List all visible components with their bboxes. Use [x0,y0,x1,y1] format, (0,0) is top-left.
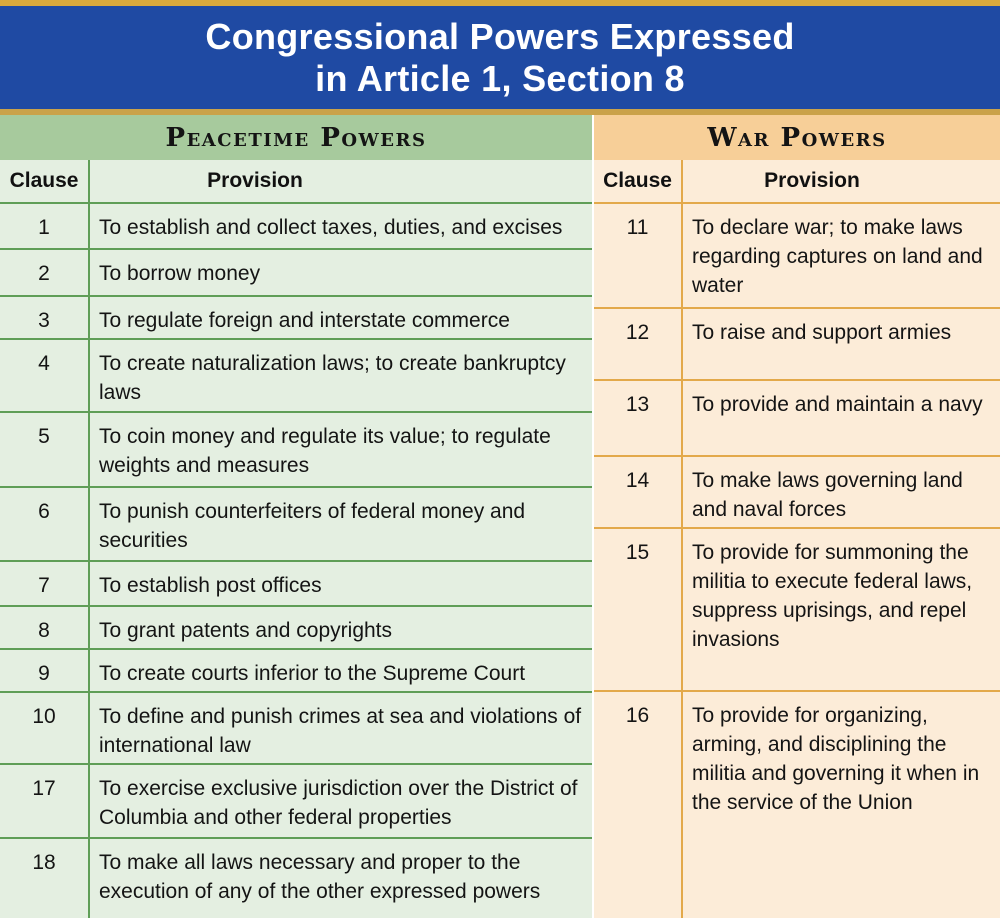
clause-number: 12 [625,321,650,344]
clause-number: 5 [38,425,50,448]
provision-text: To provide for organizing, arming, and disciplining the militia and governing it when in the service of the Union [692,704,980,814]
peacetime-clause-header: Clause [9,169,79,192]
war-provision-header: Provision [764,169,860,192]
clause-number: 14 [625,469,650,492]
clause-number: 3 [38,309,50,332]
clause-number: 2 [38,262,50,285]
table-row [0,691,592,765]
clause-number: 16 [625,704,650,727]
table-row [0,248,592,297]
provision-text: To regulate foreign and interstate commerce [99,309,510,332]
provision-text: To coin money and regulate its value; to regulate weights and measures [99,425,551,477]
clause-number: 18 [32,851,56,874]
table-row [594,527,1000,692]
provision-text: To make all laws necessary and proper to the execution of any of the other expressed powers [99,851,541,903]
table-row [0,605,592,650]
table-row [594,455,1000,529]
table-row [0,648,592,693]
provision-text: To define and punish crimes at sea and violations of international law [99,705,582,757]
clause-number: 9 [38,662,50,685]
war-clause-header: Clause [603,169,672,192]
provision-text: To exercise exclusive jurisdiction over the District of Columbia and other federal properties [99,777,578,829]
title-line-1: Congressional Powers Expressed [205,15,795,57]
title-banner [0,6,1000,109]
table-row [0,338,592,413]
provision-text: To provide for summoning the militia to execute federal laws, suppress uprisings, and repel invasions [692,541,973,651]
provision-text: To declare war; to make laws regarding captures on land and water [692,216,983,297]
clause-number: 7 [38,574,50,597]
war-heading: War Powers [594,115,1000,160]
clause-number: 10 [32,705,56,728]
table-row [0,486,592,562]
provision-text: To raise and support armies [692,321,952,344]
provision-text: To grant patents and copyrights [99,619,393,642]
provision-text: To punish counterfeiters of federal money and securities [99,500,526,552]
table-row [0,202,592,250]
peacetime-heading: Peacetime Powers [0,115,592,160]
table-row [594,379,1000,457]
clause-number: 11 [626,216,649,239]
title-line-2: in Article 1, Section 8 [315,57,685,99]
clause-number: 1 [38,216,50,239]
clause-number: 13 [625,393,650,416]
provision-text: To make laws governing land and naval forces [692,469,963,521]
table-row [0,295,592,340]
provision-text: To borrow money [99,262,261,285]
provision-text: To provide and maintain a navy [692,393,983,416]
clause-number: 4 [38,352,50,375]
peacetime-provision-header: Provision [207,169,303,192]
clause-number: 8 [38,619,50,642]
table-row [594,690,1000,920]
clause-number: 6 [38,500,50,523]
table-row [0,837,592,920]
table-row [594,307,1000,381]
table-row [594,202,1000,309]
peacetime-section [0,115,592,918]
clause-number: 17 [32,777,56,800]
table-row [0,411,592,488]
provision-text: To create naturalization laws; to create bankruptcy laws [99,352,566,404]
table-row [0,763,592,839]
provision-text: To establish post offices [99,574,322,597]
provision-text: To create courts inferior to the Supreme Court [99,662,526,685]
war-section [594,115,1000,918]
provision-text: To establish and collect taxes, duties, and excises [99,216,563,239]
clause-number: 15 [625,541,650,564]
table-row [0,560,592,607]
